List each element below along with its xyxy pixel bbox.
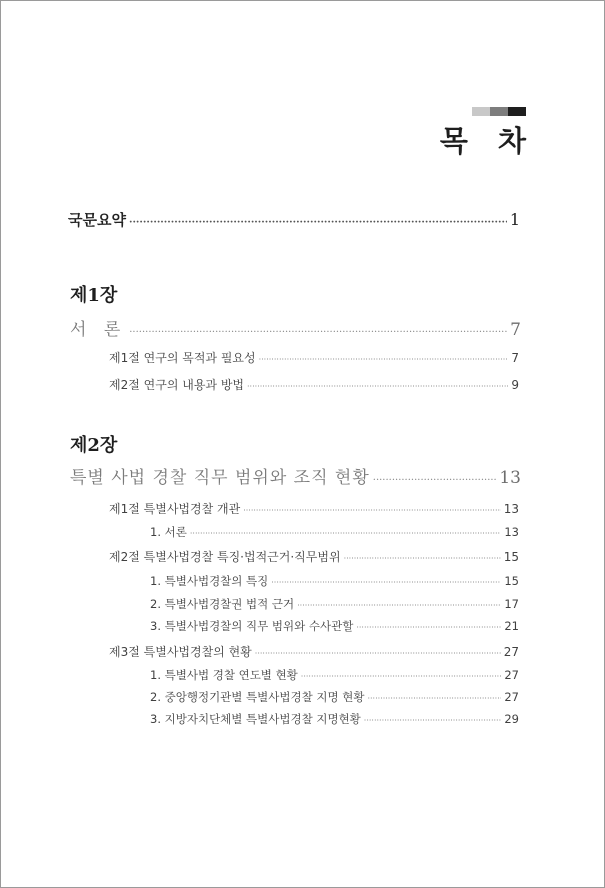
toc-entry-page: 15 [504,574,519,588]
toc-entry-label: 제1절 연구의 목적과 필요성 [109,351,256,365]
toc-entry-subsection[interactable] [150,524,519,540]
toc-entry-label: 1. 서론 [150,525,187,539]
toc-entry-page: 17 [504,597,519,611]
dot-leader [344,555,501,563]
toc-entry-section[interactable] [109,349,519,366]
toc-entry-section[interactable] [109,643,519,660]
toc-entry-label: 서 론 [70,320,127,340]
toc-entry-label: 특별 사법 경찰 직무 범위와 조직 현황 [70,468,370,488]
toc-entry-label: 1. 특별사법 경찰 연도별 현황 [150,668,298,682]
toc-entry-summary[interactable] [68,209,520,230]
toc-entry-subsection[interactable] [150,689,519,705]
dot-leader [271,579,501,587]
toc-entry-chapter[interactable] [70,463,521,488]
toc-entry-page: 7 [511,351,519,365]
dot-leader [367,695,501,703]
toc-entry-label: 제2절 특별사법경찰 특징·법적근거·직무범위 [109,550,341,564]
dot-leader [129,218,507,228]
toc-entry-label: 국문요약 [68,211,126,229]
toc-entry-label: 2. 중앙행정기관별 특별사법경찰 지명 현황 [150,690,365,704]
toc-entry-page: 9 [511,378,519,392]
toc-entry-page: 29 [504,712,519,726]
dot-leader [190,530,502,538]
dot-leader [255,650,501,658]
toc-entry-page: 13 [503,502,519,516]
dot-leader [364,717,502,725]
toc-entry-section[interactable] [109,548,519,565]
dot-leader [373,476,497,486]
toc-entry-section[interactable] [109,500,519,517]
toc-entry-page: 7 [510,320,521,340]
toc-entry-section[interactable] [109,376,519,393]
chapter-heading: 제1장 [70,285,118,306]
dot-leader [247,383,508,391]
dot-leader [259,356,509,364]
chapter-heading: 제2장 [70,435,118,456]
toc-entry-page: 1 [509,210,520,229]
toc-entry-page: 21 [504,619,519,633]
toc-entry-label: 제3절 특별사법경찰의 현황 [109,645,252,659]
toc-entry-chapter[interactable] [70,315,521,340]
decoration-block-mid [490,107,508,116]
toc-entry-subsection[interactable] [150,711,519,727]
dot-leader [129,328,507,338]
toc-entry-subsection[interactable] [150,573,519,589]
toc-entry-page: 27 [503,645,519,659]
toc-entry-label: 3. 지방자치단체별 특별사법경찰 지명현황 [150,712,361,726]
toc-entry-page: 13 [504,525,519,539]
page-title: 목 차 [439,124,536,158]
toc-entry-subsection[interactable] [150,667,519,683]
toc-entry-label: 2. 특별사법경찰권 법적 근거 [150,597,295,611]
title-decoration-bar [472,107,526,116]
toc-entry-subsection[interactable] [150,618,519,634]
dot-leader [297,602,501,610]
toc-entry-label: 1. 특별사법경찰의 특징 [150,574,269,588]
dot-leader [243,507,501,515]
decoration-block-light [472,107,490,116]
toc-entry-label: 제1절 특별사법경찰 개관 [109,502,241,516]
toc-entry-label: 3. 특별사법경찰의 직무 범위와 수사관할 [150,619,354,633]
decoration-block-dark [508,107,526,116]
toc-entry-page: 27 [504,690,519,704]
dot-leader [356,624,501,632]
toc-entry-label: 제2절 연구의 내용과 방법 [109,378,244,392]
toc-entry-page: 15 [503,550,519,564]
dot-leader [301,673,502,681]
toc-entry-subsection[interactable] [150,596,519,612]
toc-entry-page: 13 [499,468,521,488]
toc-entry-page: 27 [504,668,519,682]
